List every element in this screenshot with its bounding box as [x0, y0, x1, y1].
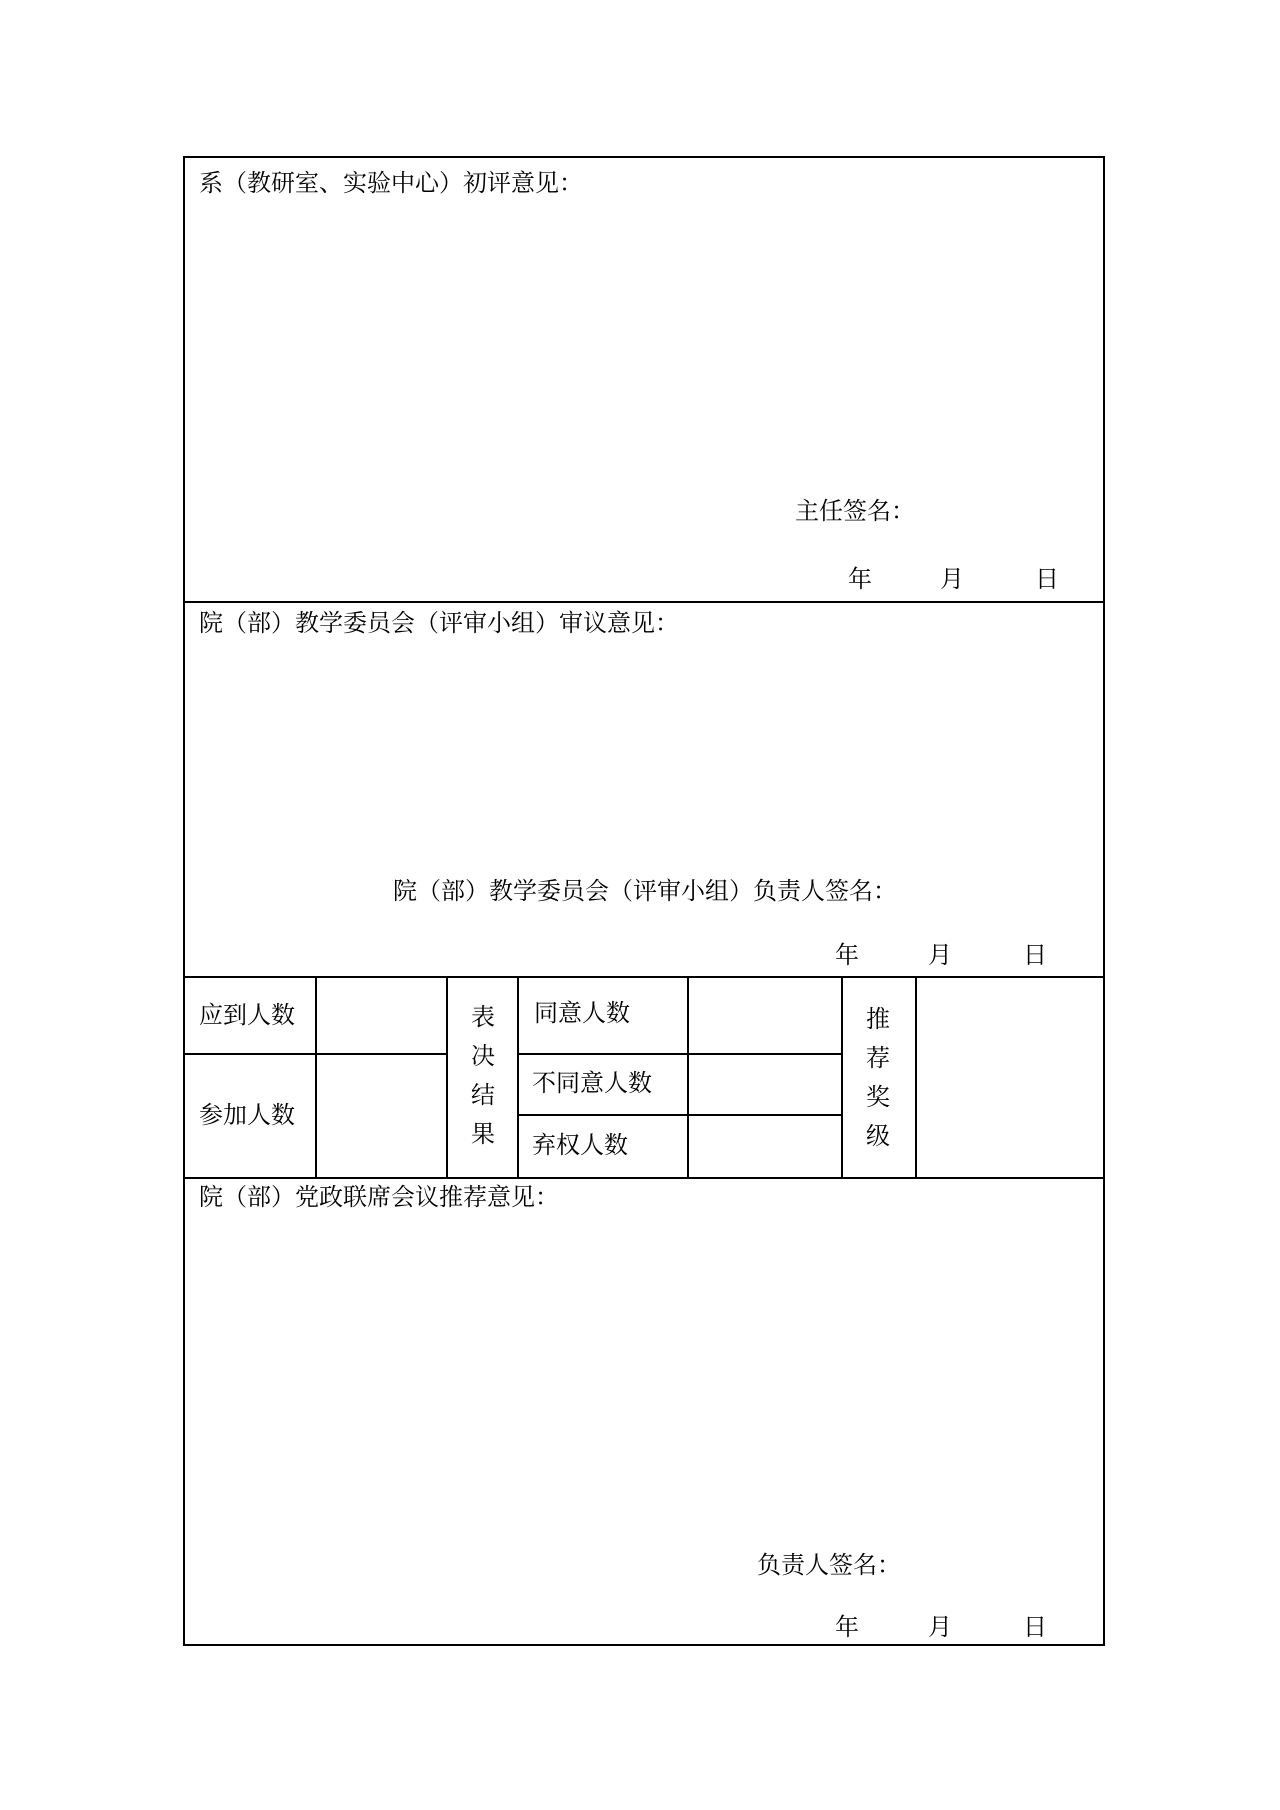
grid-line: [446, 978, 448, 1178]
committee-review-section: [185, 602, 1103, 978]
date-day: 日: [1023, 941, 1047, 969]
party-meeting-heading: 院（部）党政联席会议推荐意见：: [199, 1183, 559, 1211]
party-meeting-section: [185, 1178, 1103, 1648]
recommended-award-label: 推荐奖级: [866, 1005, 890, 1150]
date-month: 月: [928, 1613, 952, 1641]
grid-line: [517, 1114, 842, 1116]
date-year: 年: [835, 941, 859, 969]
date-month: 月: [940, 565, 964, 593]
grid-line: [185, 1053, 447, 1055]
agree-count-label: 同意人数: [534, 999, 630, 1027]
responsible-signature-label: 负责人签名：: [757, 1551, 901, 1579]
abstain-count-label: 弃权人数: [532, 1131, 628, 1159]
evaluation-form: [183, 156, 1105, 1646]
grid-line: [915, 978, 917, 1178]
vote-result-label: 表决结果: [471, 1003, 495, 1148]
director-signature-label: 主任签名：: [795, 497, 915, 525]
vote-table: [185, 978, 1103, 1178]
attended-count-label: 参加人数: [199, 1101, 295, 1129]
disagree-count-label: 不同意人数: [532, 1069, 652, 1097]
department-review-section: [185, 158, 1103, 602]
grid-line: [687, 978, 689, 1178]
department-review-heading: 系（教研室、实验中心）初评意见：: [199, 169, 583, 197]
date-month: 月: [928, 941, 952, 969]
committee-review-heading: 院（部）教学委员会（评审小组）审议意见：: [199, 609, 679, 637]
committee-signature-label: 院（部）教学委员会（评审小组）负责人签名：: [393, 877, 897, 905]
date-year: 年: [835, 1613, 859, 1641]
date-day: 日: [1023, 1613, 1047, 1641]
date-day: 日: [1035, 565, 1059, 593]
date-year: 年: [848, 565, 872, 593]
grid-line: [841, 978, 843, 1178]
grid-line: [315, 978, 317, 1178]
grid-line: [517, 978, 519, 1178]
expected-count-label: 应到人数: [199, 1001, 295, 1029]
grid-line: [517, 1053, 842, 1055]
